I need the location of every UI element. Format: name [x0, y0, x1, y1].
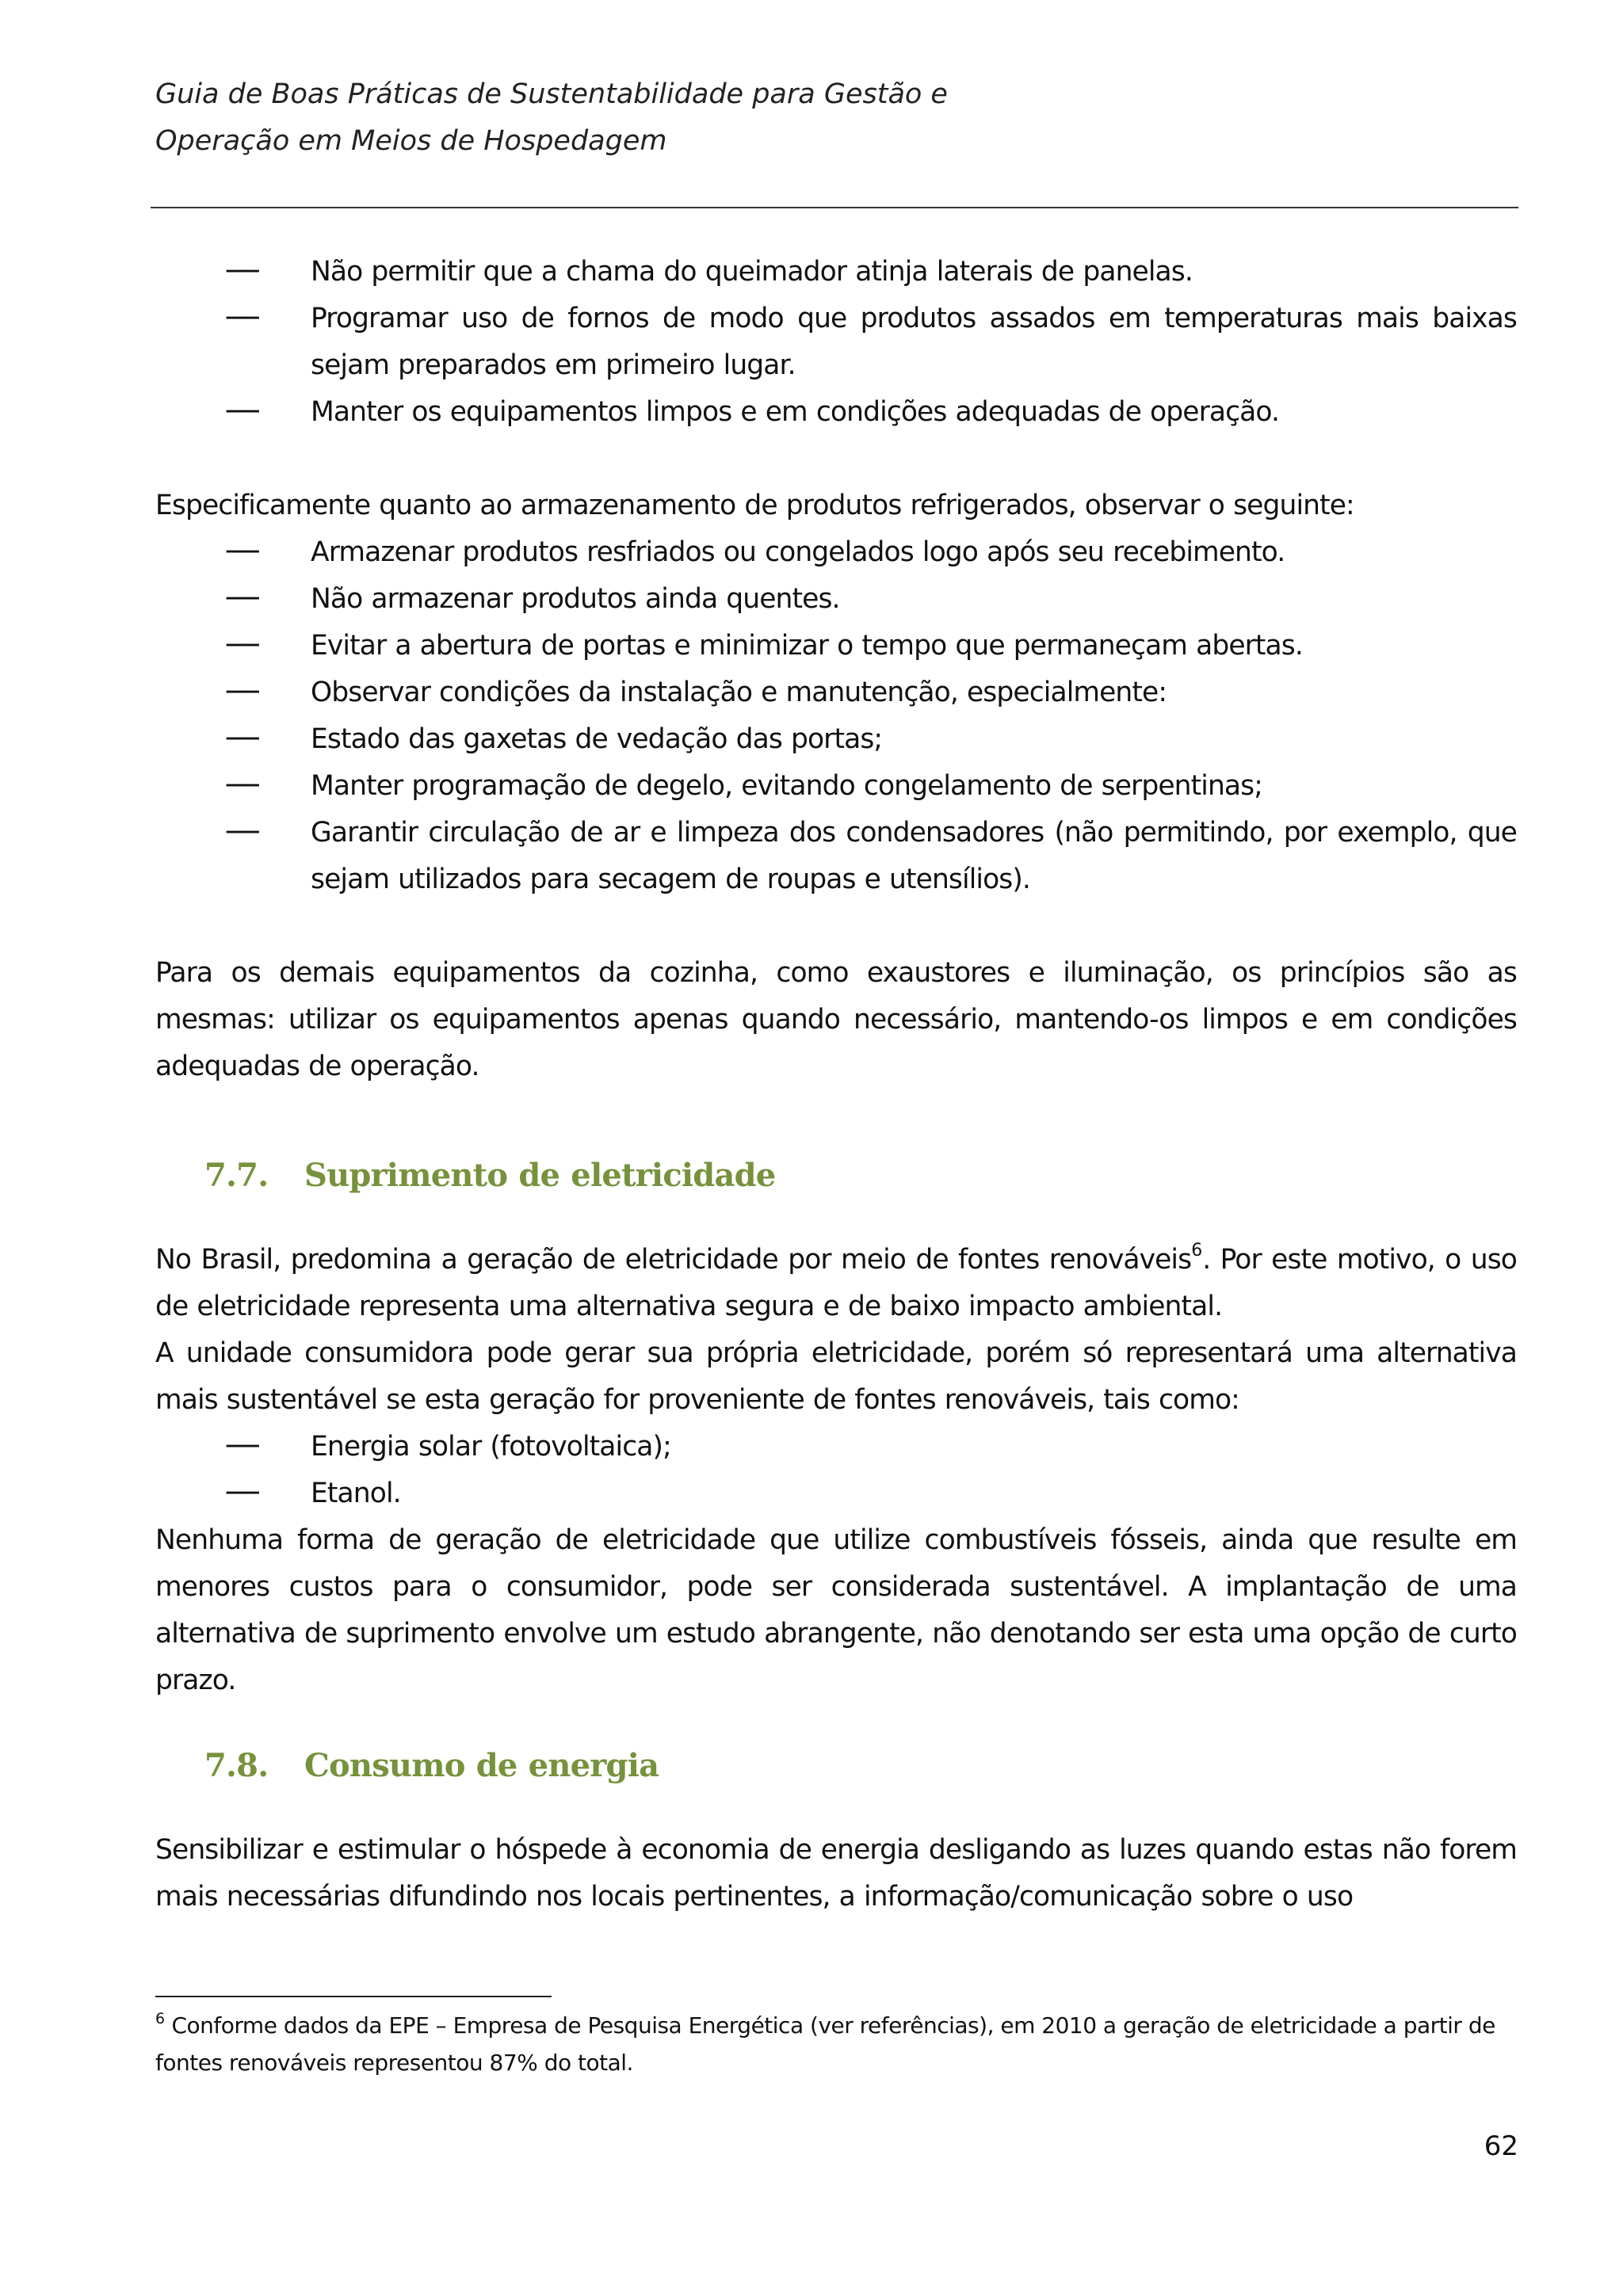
- refrigerated-storage-list: [155, 529, 1517, 903]
- list-item: [155, 763, 1517, 810]
- spacer: [155, 1789, 1517, 1827]
- paragraph-refrigerated: Especificamente quanto ao armazenamento de produtos refrigerados, observar o seguinte:: [155, 490, 1354, 521]
- list-item: [155, 249, 1517, 296]
- list-item-text: Não permitir que a chama do queimador atinja laterais de panelas.: [311, 256, 1193, 288]
- footnote: [155, 2007, 1517, 2081]
- list-item-text: Programar uso de fornos de modo que produtos assados em temperaturas mais baixas sejam preparados em primeiro lugar.: [311, 303, 1517, 381]
- page-body: [155, 249, 1517, 1920]
- bullet-dash: ──: [227, 303, 258, 334]
- bullet-dash: ──: [227, 817, 258, 849]
- bullet-dash: ──: [227, 1478, 258, 1509]
- footnote-reference[interactable]: 6: [1191, 1241, 1203, 1261]
- list-item-text: Evitar a abertura de portas e minimizar o tempo que permaneçam abertas.: [311, 630, 1303, 662]
- header-divider: [151, 207, 1518, 208]
- list-item: [155, 389, 1517, 436]
- bullet-dash: ──: [227, 583, 258, 615]
- section-title: Suprimento de eletricidade: [304, 1157, 776, 1194]
- paragraph-text: . Por este motivo, o uso de eletricidade representa uma alternativa segura e de baixo impacto ambiental.: [155, 1244, 1517, 1322]
- list-item-text: Energia solar (fotovoltaica);: [311, 1431, 671, 1463]
- list-item-text: Não armazenar produtos ainda quentes.: [311, 583, 840, 615]
- bullet-dash: ──: [227, 256, 258, 288]
- list-item: [155, 529, 1517, 576]
- list-item-text: Observar condições da instalação e manutenção, especialmente:: [311, 677, 1167, 708]
- page-number: 62: [1484, 2130, 1518, 2162]
- list-item-text: Manter programação de degelo, evitando congelamento de serpentinas;: [311, 770, 1262, 802]
- footnote-text: Conforme dados da EPE – Empresa de Pesquisa Energética (ver referências), em 2010 a geração de eletricidade a partir de fontes renováveis representou 87% do total.: [155, 2012, 1495, 2076]
- spacer: [155, 1199, 1517, 1237]
- list-item: [155, 576, 1517, 623]
- section-number: 7.7.: [204, 1157, 269, 1194]
- paragraph-text: No Brasil, predomina a geração de eletricidade por meio de fontes renováveis: [155, 1244, 1192, 1276]
- bullet-dash: ──: [227, 536, 258, 568]
- list-item-text: Manter os equipamentos limpos e em condições adequadas de operação.: [311, 396, 1280, 428]
- paragraph-nenhuma: Nenhuma forma de geração de eletricidade que utilize combustíveis fósseis, ainda que resulte em menores custos para o consumidor, pode ser considerada sustentável. A implantação de uma alternativa de suprimento envolve um estudo abrangente, não denotando ser esta uma opção de curto prazo.: [155, 1524, 1517, 1696]
- paragraph-sensibilizar: Sensibilizar e estimular o hóspede à economia de energia desligando as luzes quando estas não forem mais necessárias difundindo nos locais pertinentes, a informação/comunicação sobre o uso: [155, 1834, 1517, 1913]
- list-item: [155, 623, 1517, 669]
- section-heading-7-7: [155, 1152, 1517, 1199]
- bullet-dash: ──: [227, 1431, 258, 1463]
- footnote-divider: [155, 1996, 552, 1997]
- list-item: [155, 716, 1517, 763]
- renewable-sources-list: [155, 1424, 1517, 1517]
- footnote-number: 6: [155, 2010, 166, 2027]
- header-line-1: Guia de Boas Práticas de Sustentabilidade para Gestão e: [155, 78, 948, 110]
- section-number: 7.8.: [204, 1747, 269, 1784]
- list-item: [155, 669, 1517, 716]
- paragraph-brasil: [155, 1237, 1517, 1330]
- bullet-dash: ──: [227, 770, 258, 802]
- spacer: [155, 436, 1517, 482]
- spacer: [155, 903, 1517, 950]
- paragraph-unidade: A unidade consumidora pode gerar sua própria eletricidade, porém só representará uma alternativa mais sustentável se esta geração for proveniente de fontes renováveis, tais como:: [155, 1337, 1517, 1416]
- kitchen-practices-list: [155, 249, 1517, 436]
- list-item-text: Armazenar produtos resfriados ou congelados logo após seu recebimento.: [311, 536, 1285, 568]
- running-header: [155, 71, 1503, 165]
- bullet-dash: ──: [227, 396, 258, 428]
- spacer: [155, 1090, 1517, 1152]
- list-item-text: Etanol.: [311, 1478, 401, 1509]
- list-item: [155, 1470, 1517, 1517]
- list-item-text: Estado das gaxetas de vedação das portas;: [311, 723, 883, 755]
- header-line-2: Operação em Meios de Hospedagem: [155, 125, 667, 157]
- list-item: [155, 1424, 1517, 1470]
- list-item: [155, 296, 1517, 389]
- bullet-dash: ──: [227, 677, 258, 708]
- section-title: Consumo de energia: [304, 1747, 659, 1784]
- section-heading-7-8: [155, 1742, 1517, 1789]
- paragraph-kitchen-equipment: Para os demais equipamentos da cozinha, como exaustores e iluminação, os princípios são as mesmas: utilizar os equipamentos apenas quando necessário, mantendo-os limpos e em condições adequadas de operação.: [155, 957, 1517, 1082]
- bullet-dash: ──: [227, 723, 258, 755]
- list-item-text: Garantir circulação de ar e limpeza dos condensadores (não permitindo, por exemplo, que sejam utilizados para secagem de roupas e utensílios).: [311, 817, 1517, 895]
- spacer: [155, 1704, 1517, 1742]
- bullet-dash: ──: [227, 630, 258, 662]
- list-item: [155, 810, 1517, 903]
